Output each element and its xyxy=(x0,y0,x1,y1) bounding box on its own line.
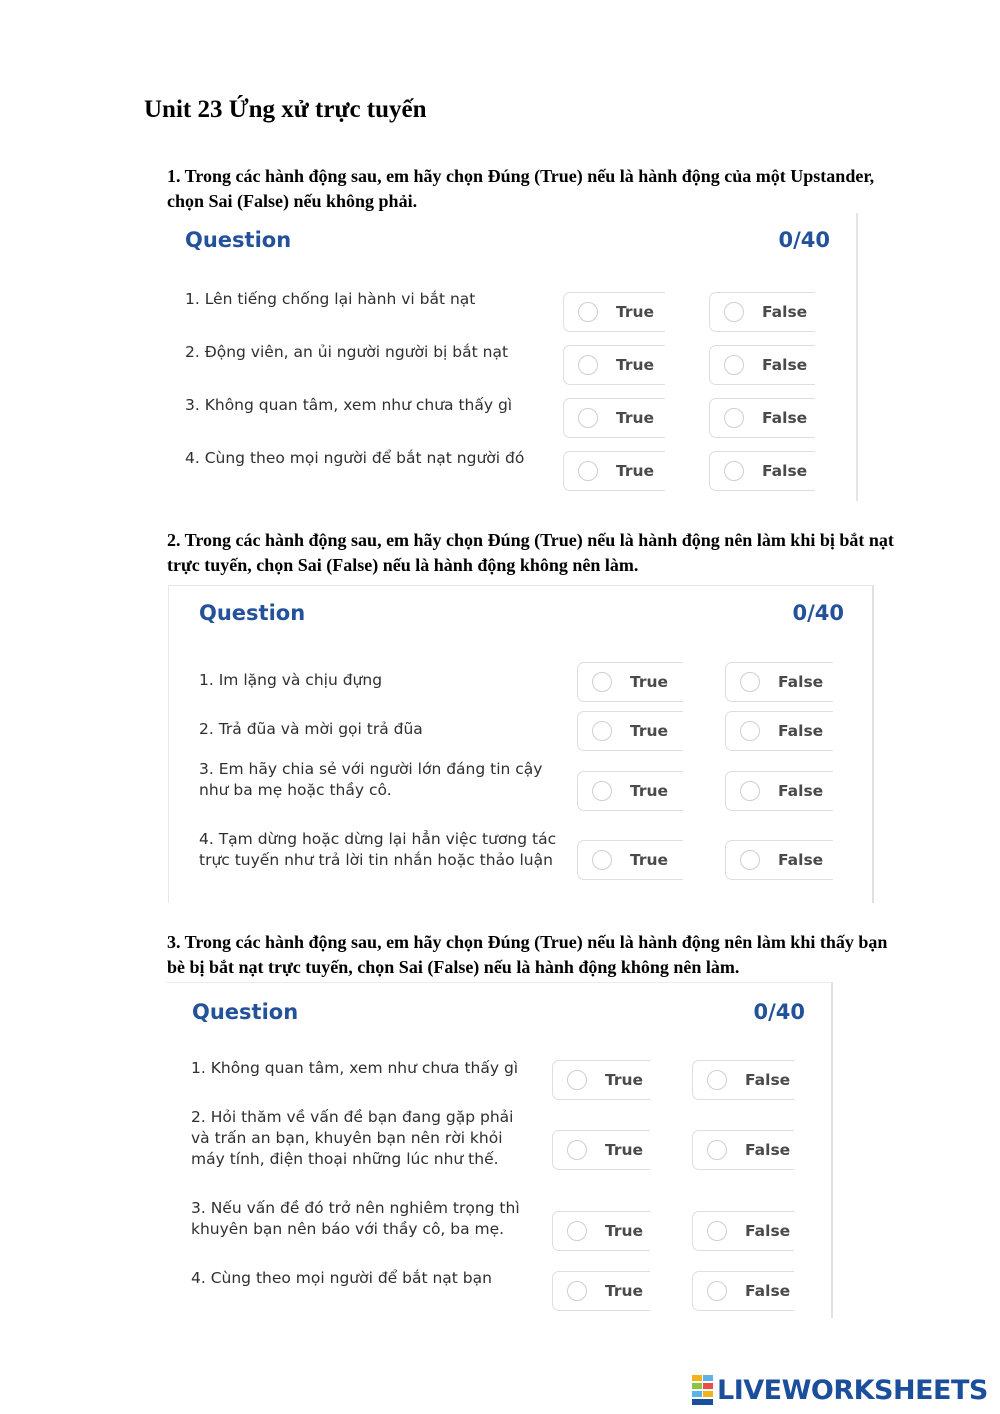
radio-button[interactable] xyxy=(592,721,612,741)
panel-heading: Question xyxy=(199,601,306,625)
radio-button[interactable] xyxy=(707,1070,727,1090)
true-label: True xyxy=(616,409,655,427)
question-text: 3. Em hãy chia sẻ với người lớn đáng tin cậy như ba mẹ hoặc thầy cô. xyxy=(199,760,543,799)
false-option[interactable] xyxy=(725,711,833,751)
question-text: 1. Không quan tâm, xem như chưa thấy gì xyxy=(191,1059,519,1077)
radio-button[interactable] xyxy=(578,355,598,375)
radio-button[interactable] xyxy=(592,781,612,801)
false-label: False xyxy=(745,1071,791,1089)
true-option[interactable] xyxy=(563,345,665,385)
question-panel-2 xyxy=(168,585,874,903)
true-label: True xyxy=(630,782,669,800)
radio-button[interactable] xyxy=(724,461,744,481)
radio-button[interactable] xyxy=(724,302,744,322)
false-label: False xyxy=(745,1141,791,1159)
true-option[interactable] xyxy=(552,1130,650,1170)
true-label: True xyxy=(616,356,655,374)
question-text: 4. Cùng theo mọi người để bắt nạt bạn xyxy=(191,1269,492,1287)
true-label: True xyxy=(605,1071,644,1089)
question-text: 2. Động viên, an ủi người người bị bắt nạt xyxy=(185,343,509,361)
true-label: True xyxy=(630,722,669,740)
radio-button[interactable] xyxy=(567,1281,587,1301)
logo-text: LIVEWORKSHEETS xyxy=(717,1374,988,1406)
true-option[interactable] xyxy=(563,398,665,438)
true-label: True xyxy=(630,673,669,691)
false-label: False xyxy=(778,722,824,740)
true-option[interactable] xyxy=(552,1211,650,1251)
radio-button[interactable] xyxy=(578,408,598,428)
question-text: 2. Hỏi thăm về vấn đề bạn đang gặp phải và trấn an bạn, khuyên bạn nên rời khỏi máy tính, điện thoại những lúc như thế. xyxy=(191,1108,514,1168)
false-option[interactable] xyxy=(692,1271,794,1311)
radio-button[interactable] xyxy=(740,672,760,692)
radio-button[interactable] xyxy=(578,302,598,322)
false-option[interactable] xyxy=(725,771,833,811)
question-text: 1. Im lặng và chịu đựng xyxy=(199,671,383,689)
score-counter: 0/40 xyxy=(792,601,844,625)
question-text: 4. Cùng theo mọi người để bắt nạt người đó xyxy=(185,449,525,467)
question-text: 2. Trả đũa và mời gọi trả đũa xyxy=(199,720,423,738)
instruction-3: 3. Trong các hành động sau, em hãy chọn Đúng (True) nếu là hành động nên làm khi thấy bạn bè bị bắt nạt trực tuyến, chọn Sai (False) nếu là hành động không nên làm. xyxy=(167,932,888,977)
radio-button[interactable] xyxy=(567,1070,587,1090)
false-label: False xyxy=(778,782,824,800)
radio-button[interactable] xyxy=(724,355,744,375)
true-option[interactable] xyxy=(577,711,683,751)
radio-button[interactable] xyxy=(724,408,744,428)
score-counter: 0/40 xyxy=(778,228,830,252)
true-label: True xyxy=(605,1141,644,1159)
instruction-1: 1. Trong các hành động sau, em hãy chọn Đúng (True) nếu là hành động của một Upstander, chọn Sai (False) nếu không phải. xyxy=(167,166,875,211)
false-label: False xyxy=(745,1282,791,1300)
false-option[interactable] xyxy=(709,345,815,385)
false-option[interactable] xyxy=(709,292,815,332)
question-panel-1 xyxy=(166,213,858,501)
true-option[interactable] xyxy=(563,451,665,491)
false-option[interactable] xyxy=(709,451,815,491)
true-label: True xyxy=(616,462,655,480)
liveworksheets-logo[interactable] xyxy=(692,1372,988,1408)
question-text: 3. Nếu vấn đề đó trở nên nghiêm trọng thì khuyên bạn nên báo với thầy cô, ba mẹ. xyxy=(191,1199,520,1238)
radio-button[interactable] xyxy=(592,672,612,692)
false-label: False xyxy=(762,303,808,321)
liveworksheets-logo-icon xyxy=(692,1375,714,1405)
true-option[interactable] xyxy=(552,1271,650,1311)
true-option[interactable] xyxy=(577,771,683,811)
false-option[interactable] xyxy=(692,1130,794,1170)
radio-button[interactable] xyxy=(707,1221,727,1241)
true-option[interactable] xyxy=(577,662,683,702)
true-label: True xyxy=(616,303,655,321)
page-title: Unit 23 Ứng xử trực tuyến xyxy=(144,96,427,123)
false-option[interactable] xyxy=(692,1060,794,1100)
true-label: True xyxy=(605,1282,644,1300)
question-text: 4. Tạm dừng hoặc dừng lại hẳn việc tương tác trực tuyến như trả lời tin nhắn hoặc thảo luận xyxy=(199,830,557,869)
true-label: True xyxy=(605,1222,644,1240)
radio-button[interactable] xyxy=(740,721,760,741)
false-option[interactable] xyxy=(692,1211,794,1251)
score-counter: 0/40 xyxy=(753,1000,805,1024)
false-label: False xyxy=(762,409,808,427)
instruction-2: 2. Trong các hành động sau, em hãy chọn Đúng (True) nếu là hành động nên làm khi bị bắt nạt trực tuyến, chọn Sai (False) nếu là hành động không nên làm. xyxy=(167,530,894,575)
true-option[interactable] xyxy=(563,292,665,332)
radio-button[interactable] xyxy=(578,461,598,481)
question-text: 3. Không quan tâm, xem như chưa thấy gì xyxy=(185,396,513,414)
true-label: True xyxy=(630,851,669,869)
question-panel-3 xyxy=(166,982,833,1318)
false-option[interactable] xyxy=(725,662,833,702)
panel-heading: Question xyxy=(185,228,292,252)
true-option[interactable] xyxy=(577,840,683,880)
false-label: False xyxy=(745,1222,791,1240)
question-text: 1. Lên tiếng chống lại hành vi bắt nạt xyxy=(185,290,476,308)
panel-heading: Question xyxy=(192,1000,299,1024)
false-label: False xyxy=(762,356,808,374)
false-label: False xyxy=(778,673,824,691)
radio-button[interactable] xyxy=(567,1140,587,1160)
radio-button[interactable] xyxy=(740,850,760,870)
radio-button[interactable] xyxy=(707,1140,727,1160)
radio-button[interactable] xyxy=(567,1221,587,1241)
true-option[interactable] xyxy=(552,1060,650,1100)
radio-button[interactable] xyxy=(740,781,760,801)
radio-button[interactable] xyxy=(592,850,612,870)
false-label: False xyxy=(778,851,824,869)
false-option[interactable] xyxy=(709,398,815,438)
radio-button[interactable] xyxy=(707,1281,727,1301)
false-option[interactable] xyxy=(725,840,833,880)
false-label: False xyxy=(762,462,808,480)
